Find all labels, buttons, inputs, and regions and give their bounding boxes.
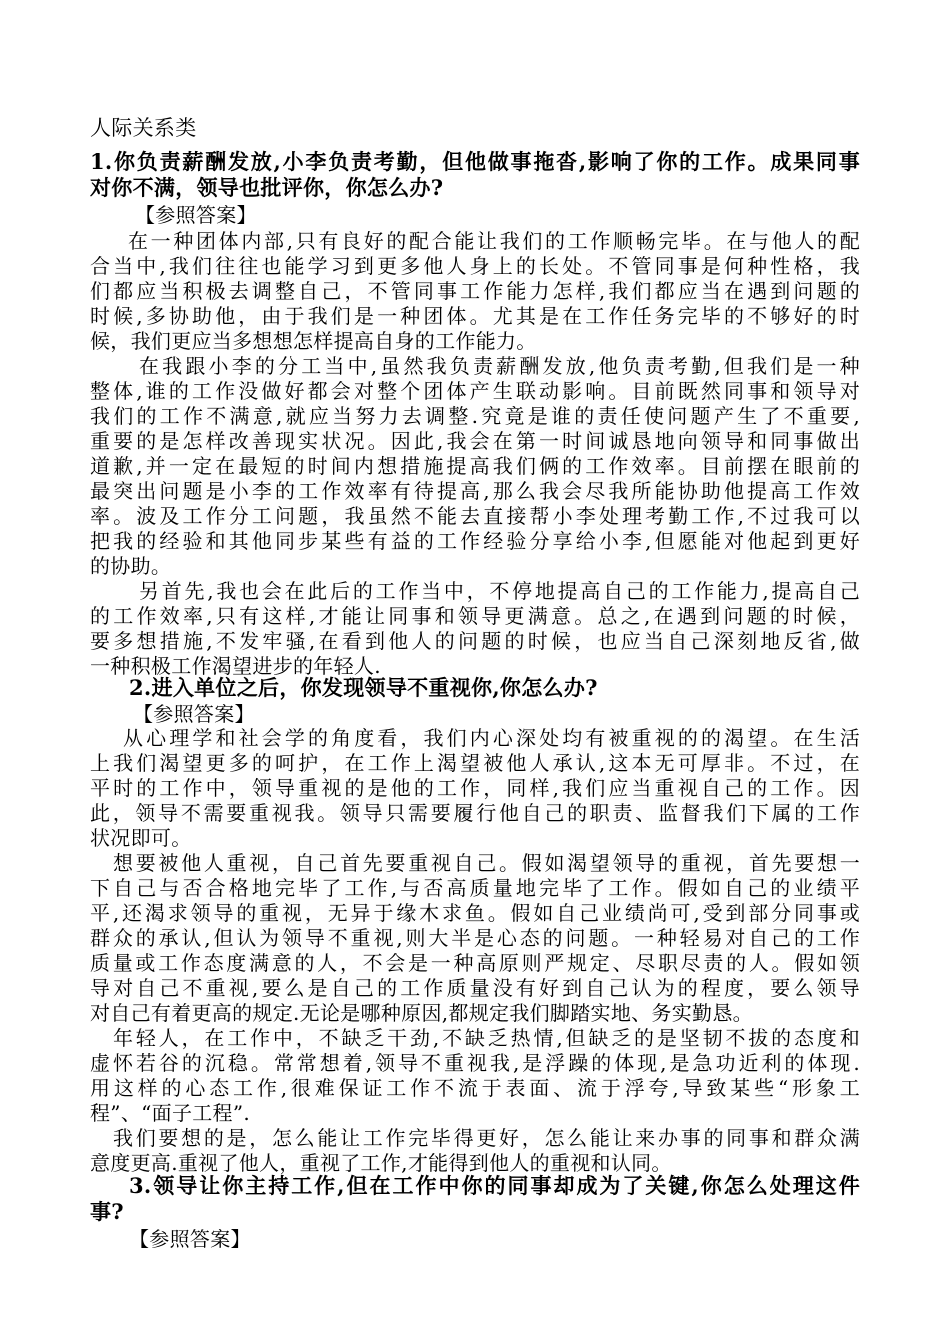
question-3-line-2: 事? [90, 1199, 124, 1224]
answer-2-line: 群众的承认,但认为领导不重视,则大半是心态的问题。一种轻易对自己的工作 [90, 926, 860, 950]
answer-2-line: 程”、“面子工程”. [90, 1101, 251, 1125]
question-1-line-1: 1.你负责薪酬发放,小李负责考勤，但他做事拖沓,影响了你的工作。成果同事 [90, 149, 860, 174]
answer-2-line: 我们要想的是，怎么能让工作完毕得更好，怎么能让来办事的同事和群众满 [113, 1126, 860, 1150]
answer-1-line: 最突出问题是小李的工作效率有待提高,那么我会尽我所能协助他提高工作效 [90, 479, 860, 503]
answer-2-line: 导对自己不重视,要么是自己的工作质量没有好到自己认为的程度，要么领导 [90, 976, 860, 1000]
answer-1-line: 要多想措施,不发牢骚,在看到他人的问题的时候，也应当自己深刻地反省,做 [90, 629, 860, 653]
answer-2-line: 下自己与否合格地完毕了工作,与否高质量地完毕了工作。假如自己的业绩平 [90, 876, 860, 900]
answer-1-line: 另首先,我也会在此后的工作当中，不停地提高自己的工作能力,提高自己 [139, 579, 860, 603]
answer-1-line: 把我的经验和其他同步某些有益的工作经验分享给小李,但愿能对他起到更好 [90, 529, 860, 553]
answer-2-line: 从心理学和社会学的角度看，我们内心深处均有被重视的的渴望。在生活 [123, 726, 860, 750]
reference-answer-label-2: 【参照答案】 [133, 702, 255, 726]
reference-answer-label-1: 【参照答案】 [135, 203, 257, 227]
question-2-line-1: 2.进入单位之后，你发现领导不重视你,你怎么办? [129, 675, 598, 700]
reference-answer-label-3: 【参照答案】 [129, 1227, 251, 1251]
answer-1-line: 时候,多协助他，由于我们是一种团体。尤其是在工作任务完毕的不够好的时 [90, 304, 860, 328]
answer-1-line: 在我跟小李的分工当中,虽然我负责薪酬发放,他负责考勤,但我们是一种 [139, 354, 860, 378]
answer-2-line: 想要被他人重视，自己首先要重视自己。假如渴望领导的重视，首先要想一 [113, 851, 860, 875]
answer-2-line: 用这样的心态工作,很难保证工作不流于表面、流于浮夸,导致某些“形象工 [90, 1076, 860, 1100]
answer-1-line: 重要的是怎样改善现实状况。因此,我会在第一时间诚恳地向领导和同事做出 [90, 429, 860, 453]
answer-2-line: 平时的工作中，领导重视的是他的工作，同样,我们应当重视自己的工作。因 [90, 776, 860, 800]
answer-1-line: 率。波及工作分工问题，我虽然不能去直接帮小李处理考勤工作,不过我可以 [90, 504, 860, 528]
answer-2-line: 年轻人，在工作中，不缺乏干劲,不缺乏热情,但缺乏的是坚韧不拔的态度和 [113, 1026, 860, 1050]
answer-2-line: 质量或工作态度满意的人，不会是一种高原则严规定、尽职尽责的人。假如领 [90, 951, 860, 975]
answer-1-line: 一种积极工作渴望进步的年轻人. [90, 654, 381, 678]
answer-2-line: 平,还渴求领导的重视，无异于缘木求鱼。假如自己业绩尚可,受到部分同事或 [90, 901, 860, 925]
answer-2-line: 虚怀若谷的沉稳。常常想着,领导不重视我,是浮躁的体现,是急功近利的体现. [90, 1051, 860, 1075]
answer-1-line: 我们的工作不满意,就应当努力去调整.究竟是谁的责任使问题产生了不重要, [90, 404, 860, 428]
answer-1-line: 在一种团体内部,只有良好的配合能让我们的工作顺畅完毕。在与他人的配 [128, 229, 860, 253]
section-title: 人际关系类 [90, 116, 197, 140]
question-3-line-1: 3.领导让你主持工作,但在工作中你的同事却成为了关键,你怎么处理这件 [129, 1173, 860, 1198]
answer-2-line: 意度更高.重视了他人，重视了工作,才能得到他人的重视和认同。 [90, 1151, 672, 1175]
answer-2-line: 此，领导不需要重视我。领导只需要履行他自己的职责、监督我们下属的工作 [90, 801, 860, 825]
answer-2-line: 对自己有着更高的规定.无论是哪种原因,都规定我们脚踏实地、务实勤恳。 [90, 1001, 753, 1025]
answer-1-line: 候，我们更应当多想想怎样提高自身的工作能力。 [90, 329, 537, 353]
answer-1-line: 的工作效率,只有这样,才能让同事和领导更满意。总之,在遇到问题的时候， [90, 604, 860, 628]
answer-1-line: 合当中,我们往往也能学习到更多他人身上的长处。不管同事是何种性格，我 [90, 254, 860, 278]
answer-1-line: 整体,谁的工作没做好都会对整个团体产生联动影响。目前既然同事和领导对 [90, 379, 860, 403]
answer-1-line: 们都应当积极去调整自己，不管同事工作能力怎样,我们都应当在遇到问题的 [90, 279, 860, 303]
answer-1-line: 道歉,并一定在最短的时间内想措施提高我们俩的工作效率。目前摆在眼前的 [90, 454, 860, 478]
answer-1-line: 的协助。 [90, 554, 172, 578]
answer-2-line: 状况即可。 [90, 826, 192, 850]
answer-2-line: 上我们渴望更多的呵护，在工作上渴望被他人承认,这本无可厚非。不过，在 [90, 751, 860, 775]
question-1-line-2: 对你不满，领导也批评你，你怎么办? [90, 175, 444, 200]
